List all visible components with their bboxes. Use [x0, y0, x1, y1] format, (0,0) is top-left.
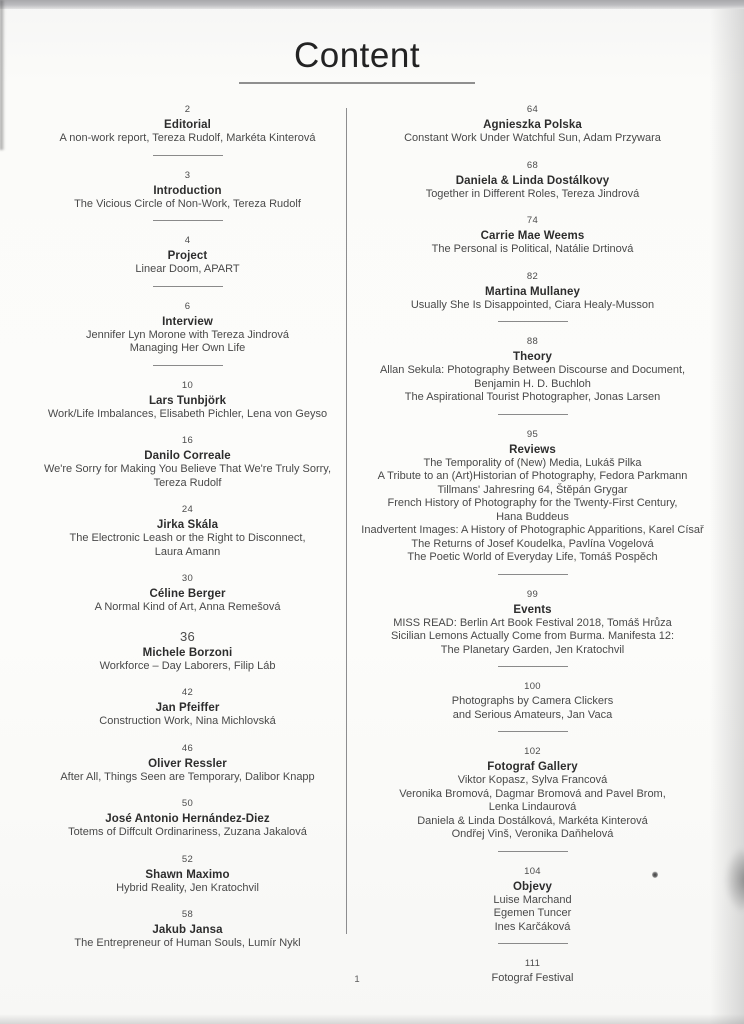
toc-entry — [15, 435, 360, 490]
entry-divider — [153, 286, 223, 287]
entry-divider — [498, 574, 568, 575]
entry-line: Viktor Kopasz, Sylva Francová — [457, 774, 608, 786]
entry-lines — [15, 198, 360, 212]
entry-line: Ondřej Vinš, Veronika Daňhelová — [451, 828, 614, 840]
scan-bottom-edge — [0, 1014, 744, 1024]
entry-line: Luise Marchand — [493, 893, 572, 906]
entry-line: Tillmans' Jahresring 64, Štěpán Grygar — [437, 483, 628, 496]
entry-line: The Entrepreneur of Human Souls, Lumír Nykl — [74, 937, 301, 949]
entry-page-number: 74 — [526, 215, 539, 226]
toc-entry — [360, 589, 705, 668]
entry-lines — [360, 132, 705, 146]
entry-lines — [15, 715, 360, 729]
entry-divider — [498, 321, 568, 322]
toc-entry — [15, 909, 360, 951]
entry-line: and Serious Amateurs, Jan Vaca — [452, 708, 613, 721]
entry-line: Fotograf Festival — [491, 972, 574, 984]
entry-page-number: 102 — [524, 746, 541, 757]
toc-entry — [15, 743, 360, 785]
entry-page-number: 99 — [526, 588, 539, 600]
entry-line: Hybrid Reality, Jen Kratochvil — [116, 881, 259, 894]
entry-page-number: 64 — [526, 104, 539, 115]
entry-line: A non-work report, Tereza Rudolf, Markéta Kinterová — [59, 132, 316, 144]
entry-line: The Personal is Political, Natálie Drtinová — [431, 243, 634, 255]
entry-line: Inadvertent Images: A History of Photographic Apparitions, Karel Císař — [361, 524, 704, 536]
scan-smudge — [724, 845, 744, 915]
toc-entry — [15, 301, 360, 366]
entry-page-number: 36 — [179, 628, 196, 644]
entry-page-number: 88 — [526, 336, 539, 347]
entry-line: Ines Karčáková — [494, 920, 571, 933]
entry-page-number: 16 — [181, 435, 194, 446]
entry-line: The Electronic Leash or the Right to Disconnect, — [69, 532, 306, 544]
entry-lines — [15, 132, 360, 146]
entry-lines — [360, 695, 705, 722]
toc-entry — [360, 104, 705, 146]
entry-divider — [498, 943, 568, 944]
entry-line: Managing Her Own Life — [129, 342, 246, 354]
entry-page-number: 6 — [184, 300, 191, 312]
entry-page-number: 46 — [181, 742, 194, 754]
toc-entry — [360, 681, 705, 732]
entry-title: Jirka Skála — [156, 519, 219, 531]
entry-title: Jakub Jansa — [152, 924, 223, 936]
entry-page-number: 100 — [524, 681, 541, 692]
entry-page-number: 111 — [524, 958, 541, 969]
entry-line: The Planetary Garden, Jen Kratochvil — [440, 643, 625, 656]
entry-title: Céline Berger — [149, 588, 226, 600]
entry-divider — [498, 666, 568, 667]
page-header — [0, 0, 744, 84]
entry-line: Usually She Is Disappointed, Ciara Healy-Musson — [410, 298, 655, 311]
entry-page-number: 24 — [181, 504, 194, 515]
toc-entry — [15, 798, 360, 840]
entry-title: Fotograf Gallery — [487, 761, 578, 773]
entry-title: Martina Mullaney — [485, 285, 580, 298]
entry-line: Workforce – Day Laborers, Filip Láb — [99, 659, 276, 672]
entry-title: Theory — [513, 351, 552, 363]
entry-page-number: 58 — [181, 909, 194, 920]
entry-page-number: 30 — [181, 573, 194, 584]
entry-title: Carrie Mae Weems — [480, 230, 585, 242]
entry-lines — [360, 457, 705, 565]
entry-title: Objevy — [513, 880, 552, 893]
entry-line: Allan Sekula: Photography Between Discourse and Document, — [379, 364, 686, 376]
entry-line: After All, Things Seen are Temporary, Dalibor Knapp — [60, 770, 315, 783]
entry-line: Benjamin H. D. Buchloh — [474, 377, 591, 390]
entry-line: The Returns of Josef Koudelka, Pavlína Vogelová — [411, 537, 654, 550]
entry-page-number: 95 — [526, 428, 539, 440]
entry-lines — [15, 601, 360, 615]
title-underline — [239, 38, 475, 84]
entry-page-number: 50 — [181, 798, 194, 809]
entry-line: Linear Doom, APART — [135, 263, 240, 275]
entry-lines — [15, 882, 360, 896]
toc-entry — [15, 687, 360, 729]
entry-line: Sicilian Lemons Actually Come from Burma. Manifesta 12: — [390, 630, 675, 642]
entry-page-number: 2 — [184, 104, 191, 115]
page-number: 1 — [354, 974, 360, 985]
entry-lines — [15, 532, 360, 559]
scan-left-edge — [0, 0, 5, 150]
entry-title: Daniela & Linda Dostálkovy — [455, 174, 610, 187]
entry-title: Events — [513, 603, 552, 616]
entry-divider — [153, 220, 223, 221]
entry-divider — [498, 731, 568, 732]
entry-lines — [15, 937, 360, 951]
entry-lines — [360, 894, 705, 935]
toc-entry — [15, 104, 360, 156]
toc-entry — [360, 160, 705, 202]
toc-entry — [15, 235, 360, 287]
toc-column-right — [360, 104, 705, 1000]
toc-entry — [15, 380, 360, 422]
entry-lines — [15, 463, 360, 490]
entry-line: Tereza Rudolf — [153, 476, 222, 489]
entry-title: Introduction — [153, 184, 222, 197]
toc-entry — [360, 271, 705, 323]
entry-line: A Tribute to an (Art)Historian of Photography, Fedora Parkmann — [377, 470, 688, 482]
entry-title: José Antonio Hernández-Diez — [105, 813, 270, 825]
entry-line: A Normal Kind of Art, Anna Remešová — [94, 601, 281, 613]
entry-line: Construction Work, Nina Michlovská — [99, 715, 276, 727]
entry-divider — [153, 155, 223, 156]
entry-divider — [498, 414, 568, 415]
entry-line: The Poetic World of Everyday Life, Tomáš Pospěch — [407, 551, 658, 563]
page-title: Content — [293, 36, 421, 75]
toc-entry — [15, 629, 360, 674]
entry-page-number: 10 — [181, 379, 194, 391]
toc-entry — [360, 746, 705, 852]
entry-page-number: 68 — [526, 159, 539, 171]
entry-line: Together in Different Roles, Tereza Jindrová — [425, 187, 640, 200]
toc-entry — [360, 215, 705, 257]
entry-title: Jan Pfeiffer — [155, 702, 220, 714]
entry-lines — [360, 774, 705, 842]
entry-page-number: 82 — [526, 270, 539, 282]
entry-title: Reviews — [509, 443, 556, 456]
entry-line: The Temporality of (New) Media, Lukáš Pilka — [423, 456, 642, 469]
entry-line: Constant Work Under Watchful Sun, Adam Przywara — [404, 132, 661, 144]
entry-line: Jennifer Lyn Morone with Tereza Jindrová — [86, 328, 289, 341]
entry-title: Project — [167, 250, 208, 262]
entry-title: Lars Tunbjörk — [148, 394, 227, 407]
toc-entry — [15, 854, 360, 896]
entry-lines — [15, 263, 360, 277]
toc-columns — [15, 104, 705, 1000]
entry-line: The Aspirational Tourist Photographer, Jonas Larsen — [404, 391, 661, 403]
entry-title: Interview — [162, 315, 213, 328]
toc-entry — [15, 170, 360, 222]
entry-lines — [15, 660, 360, 674]
entry-title: Agnieszka Polska — [483, 119, 582, 131]
toc-column-left — [15, 104, 360, 1000]
entry-page-number: 3 — [184, 169, 191, 181]
entry-lines — [360, 188, 705, 202]
entry-lines — [360, 364, 705, 405]
entry-page-number: 4 — [184, 235, 191, 246]
entry-line: We're Sorry for Making You Believe That We're Truly Sorry, — [43, 463, 332, 475]
entry-page-number: 52 — [181, 853, 194, 865]
entry-title: Editorial — [164, 119, 211, 131]
entry-divider — [498, 851, 568, 852]
toc-entry — [15, 573, 360, 615]
page-footer — [0, 974, 714, 985]
entry-lines — [15, 408, 360, 422]
entry-title: Shawn Maximo — [145, 868, 230, 881]
entry-title: Michele Borzoni — [142, 646, 233, 659]
toc-entry — [360, 336, 705, 415]
entry-divider — [153, 365, 223, 366]
entry-line: Lenka Lindaurová — [488, 801, 577, 813]
toc-entry — [360, 429, 705, 575]
entry-title: Danilo Correale — [144, 450, 231, 462]
entry-lines — [15, 826, 360, 840]
entry-line: Hana Buddeus — [496, 510, 569, 523]
entry-line: Egemen Tuncer — [493, 907, 572, 919]
entry-line: Work/Life Imbalances, Elisabeth Pichler, Lena von Geyso — [47, 407, 328, 420]
entry-lines — [360, 243, 705, 257]
entry-page-number: 42 — [181, 687, 194, 698]
entry-line: Laura Amann — [154, 545, 221, 558]
toc-entry — [360, 866, 705, 945]
entry-title: Oliver Ressler — [148, 757, 227, 770]
entry-line: The Vicious Circle of Non-Work, Tereza Rudolf — [74, 197, 301, 210]
scan-top-edge — [0, 0, 744, 9]
entry-line: Daniela & Linda Dostálková, Markéta Kinterová — [417, 814, 648, 827]
column-divider-rule — [346, 108, 347, 934]
entry-lines — [15, 771, 360, 785]
toc-entry — [15, 504, 360, 559]
entry-lines — [360, 299, 705, 313]
entry-lines — [360, 617, 705, 658]
entry-line: MISS READ: Berlin Art Book Festival 2018, Tomáš Hrůza — [393, 616, 672, 629]
entry-line: French History of Photography for the Twenty-First Century, — [387, 497, 678, 509]
entry-page-number: 104 — [524, 865, 541, 877]
entry-line: Photographs by Camera Clickers — [451, 695, 614, 707]
entry-line: Veronika Bromová, Dagmar Bromová and Pavel Brom, — [399, 787, 666, 800]
entry-line: Totems of Diffcult Ordinariness, Zuzana Jakalová — [68, 826, 307, 838]
entry-lines — [15, 329, 360, 356]
